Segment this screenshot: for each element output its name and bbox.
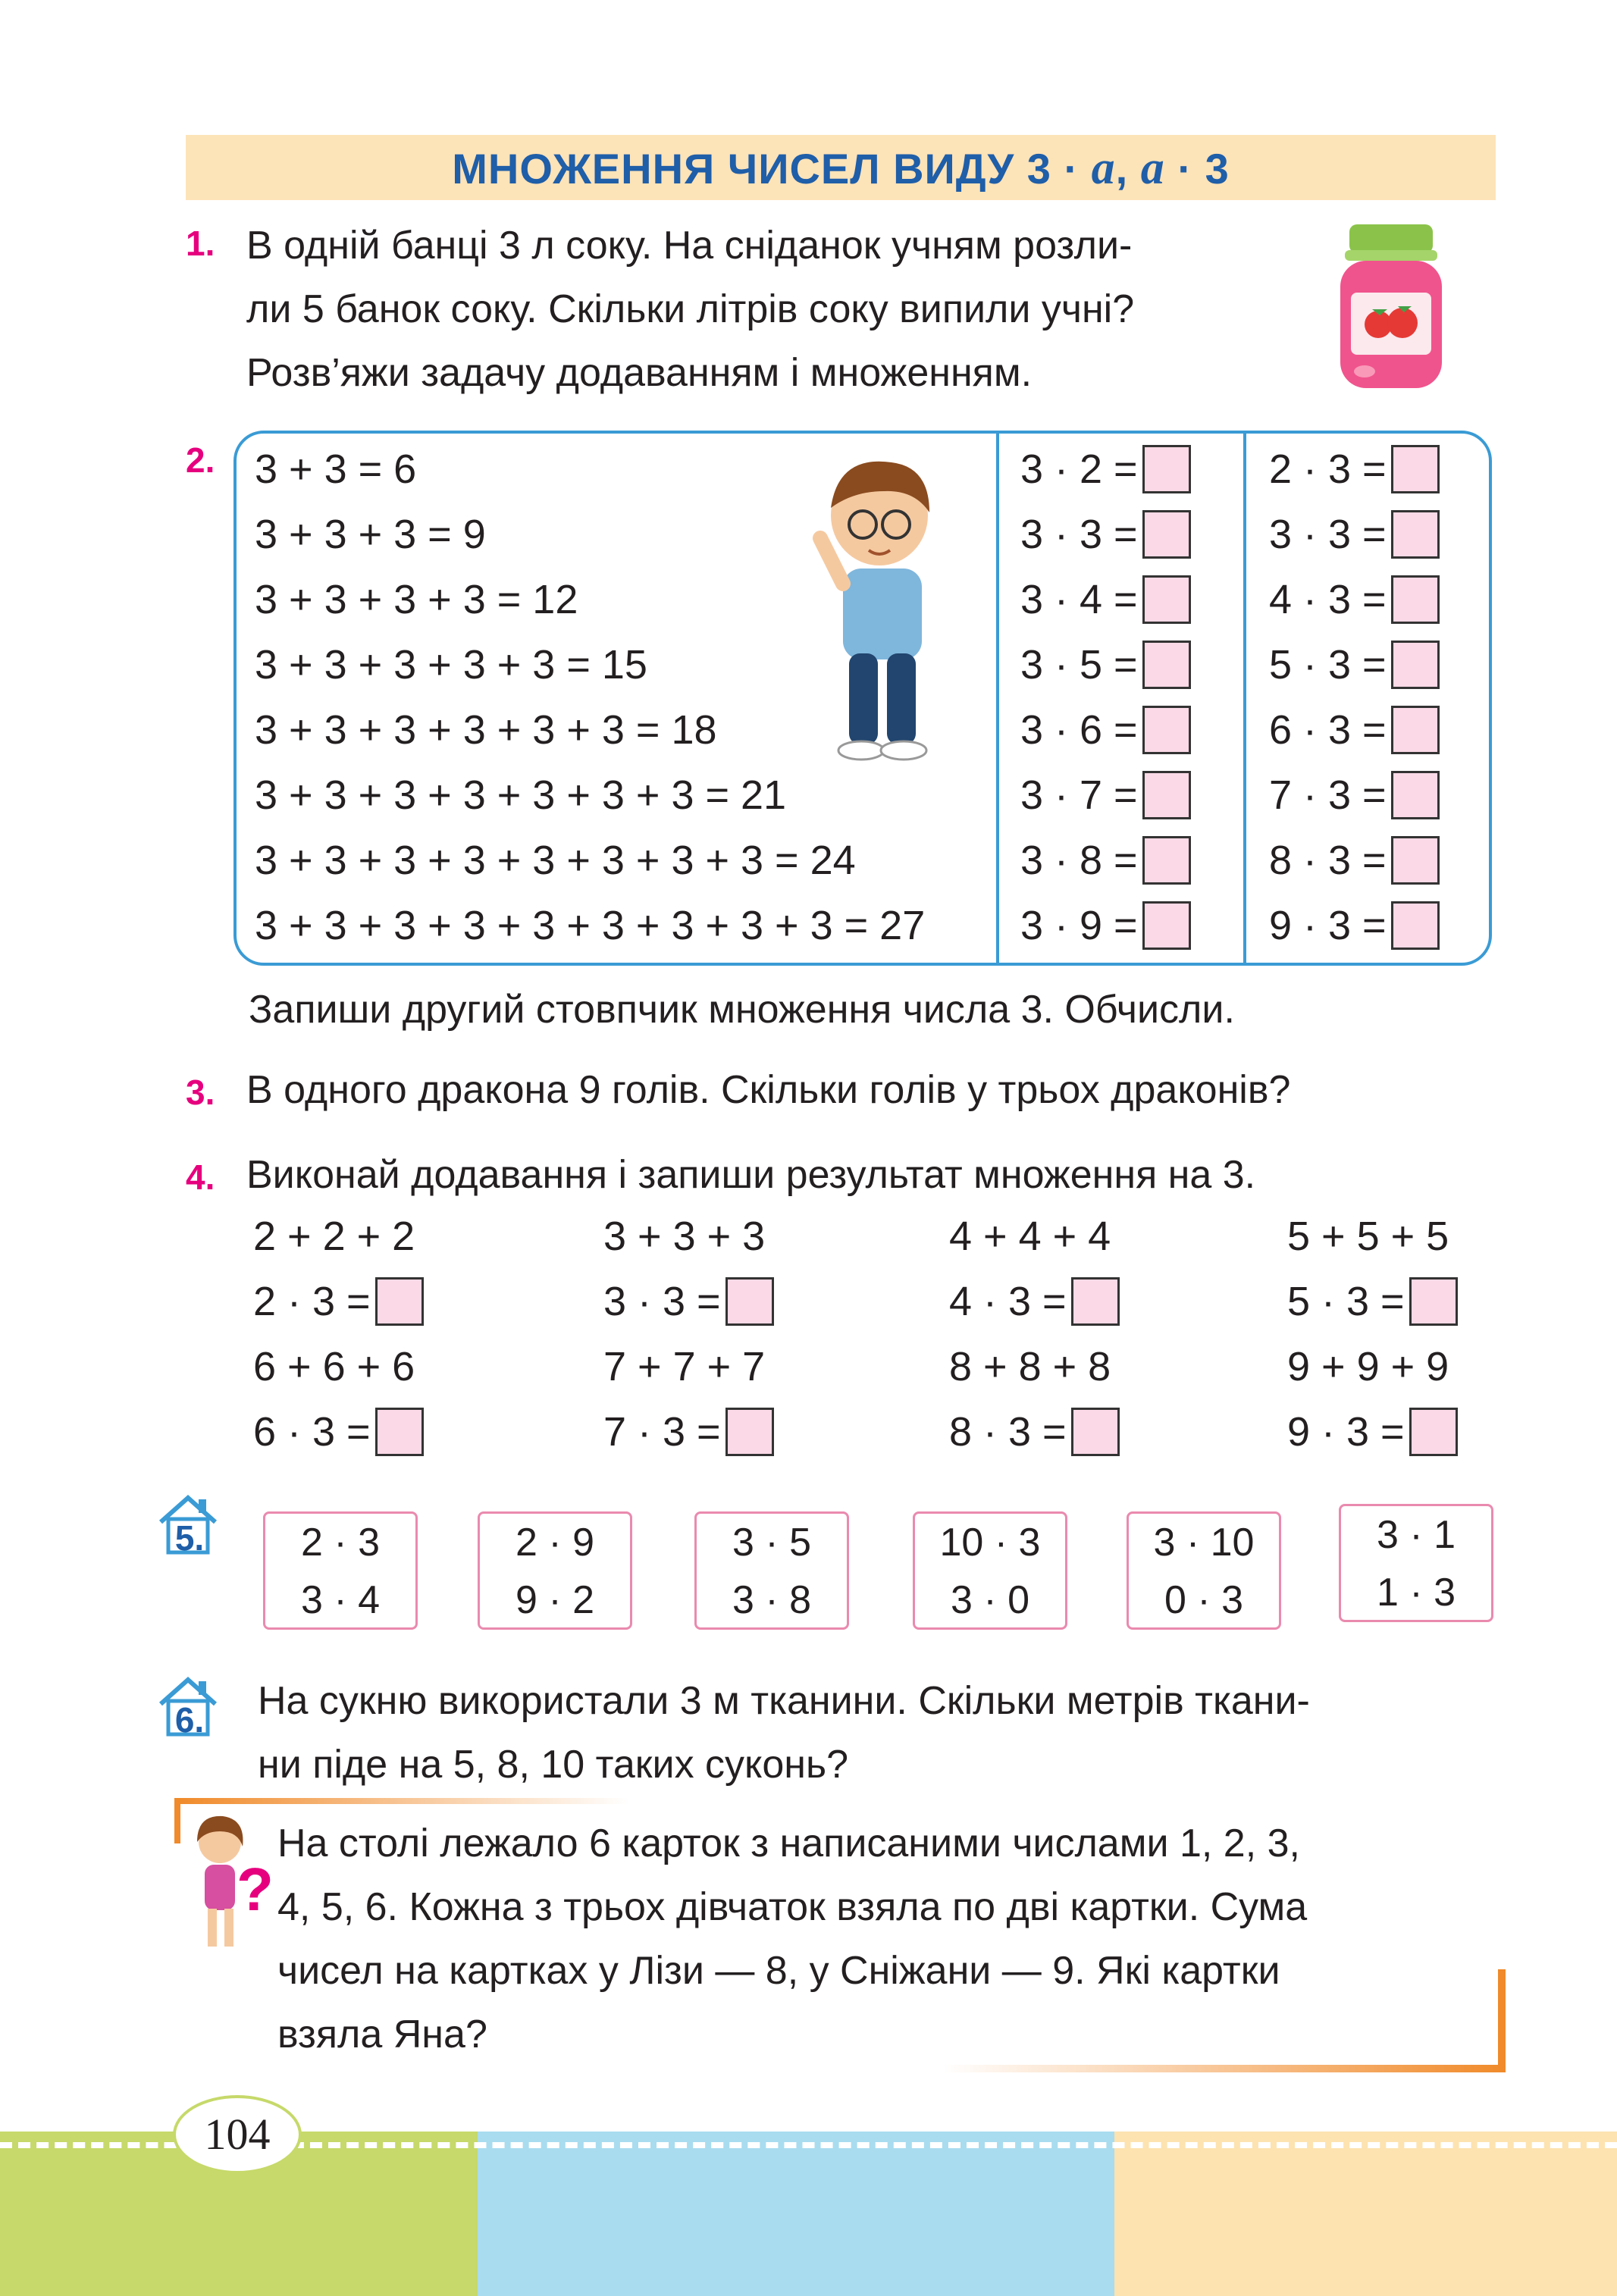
sum-row: 3 + 3 + 3 + 3 + 3 + 3 + 3 + 3 = 24: [255, 838, 856, 883]
task4-col: [949, 1204, 1120, 1464]
task4-text: Виконай додавання і запиши результат множення на 3.: [246, 1153, 1256, 1197]
answer-box[interactable]: [1071, 1277, 1120, 1326]
sum-row: 3 + 3 + 3 + 3 + 3 + 3 + 3 + 3 + 3 = 27: [255, 903, 926, 948]
mult-row: 3 · 2 =: [1020, 437, 1191, 502]
answer-box[interactable]: [1391, 641, 1440, 689]
answer-box[interactable]: [1142, 706, 1191, 754]
answer-box[interactable]: [1142, 510, 1191, 559]
mult-row: 3 · 5 =: [1020, 632, 1191, 697]
mult-row: 5 · 3 =: [1287, 1269, 1458, 1334]
sum-row: 3 + 3 + 3 + 3 = 12: [255, 577, 578, 622]
girl-question-icon: [182, 1812, 274, 1963]
task6-text: [258, 1669, 1310, 1796]
mult-column-2: [1269, 437, 1440, 958]
answer-box[interactable]: [725, 1277, 774, 1326]
footer-strip-peach: [1114, 2132, 1617, 2296]
puzzle-text: [277, 1812, 1307, 2066]
mult-row: 3 · 3 =: [1269, 502, 1440, 567]
answer-box[interactable]: [1409, 1408, 1458, 1456]
task6-number: 6.: [174, 1700, 205, 1740]
answer-box[interactable]: [375, 1277, 424, 1326]
mult-row: 3 · 6 =: [1020, 697, 1191, 763]
answer-box[interactable]: [1142, 575, 1191, 624]
sum-expr: 8 + 8 + 8: [949, 1344, 1111, 1389]
mult-row: 8 · 3 =: [1269, 828, 1440, 893]
mult-row: 7 · 3 =: [603, 1399, 774, 1464]
expression-pair-card: 3 · 10 0 · 3: [1127, 1511, 1281, 1630]
expression-pair-card: 2 · 3 3 · 4: [263, 1511, 418, 1630]
task1-text: [246, 214, 1134, 405]
answer-box[interactable]: [1391, 575, 1440, 624]
task3-number: 3.: [186, 1073, 215, 1112]
mult-row: 3 · 8 =: [1020, 828, 1191, 893]
page-title: МНОЖЕННЯ ЧИСЕЛ ВИДУ 3 · a, a · 3: [452, 143, 1230, 194]
sum-row: 3 + 3 + 3 + 3 + 3 + 3 = 18: [255, 707, 717, 753]
task1-line: Розв’яжи задачу додаванням і множенням.: [246, 351, 1033, 395]
mult-row: 5 · 3 =: [1269, 632, 1440, 697]
answer-box[interactable]: [375, 1408, 424, 1456]
mult-row: 9 · 3 =: [1287, 1399, 1458, 1464]
task4-col: [1287, 1204, 1458, 1464]
mult-row: 4 · 3 =: [949, 1269, 1120, 1334]
mult-row: 9 · 3 =: [1269, 893, 1440, 958]
task1-line: ли 5 банок соку. Скільки літрів соку випили учні?: [246, 287, 1135, 331]
task4-col: [603, 1204, 774, 1464]
sum-row: 3 + 3 = 6: [255, 446, 417, 492]
puzzle-line: На столі лежало 6 карток з написаними числами 1, 2, 3,: [277, 1821, 1300, 1865]
task4-col: [253, 1204, 424, 1464]
expression-pair-card: 3 · 1 1 · 3: [1339, 1504, 1493, 1622]
svg-text:?: ?: [237, 1856, 274, 1923]
puzzle-line: 4, 5, 6. Кожна з трьох дівчаток взяла по дві картки. Сума: [277, 1885, 1308, 1929]
mult-row: 3 · 9 =: [1020, 893, 1191, 958]
sum-row: 3 + 3 + 3 + 3 + 3 + 3 + 3 = 21: [255, 772, 787, 818]
sum-expr: 3 + 3 + 3: [603, 1214, 766, 1259]
task1-number: 1.: [186, 224, 215, 263]
sum-expr: 9 + 9 + 9: [1287, 1344, 1449, 1389]
answer-box[interactable]: [1391, 901, 1440, 950]
divider: [996, 431, 999, 966]
puzzle-line: чисел на картках у Лізи — 8, у Сніжани — 9. Які картки: [277, 1949, 1280, 1993]
answer-box[interactable]: [725, 1408, 774, 1456]
sum-row: 3 + 3 + 3 + 3 + 3 = 15: [255, 642, 647, 688]
divider: [1243, 431, 1246, 966]
mult-row: 6 · 3 =: [1269, 697, 1440, 763]
expression-pair-card: 3 · 5 3 · 8: [694, 1511, 849, 1630]
jam-jar-icon: [1334, 220, 1448, 394]
footer-strip-blue: [478, 2132, 1114, 2296]
answer-box[interactable]: [1142, 641, 1191, 689]
expression-pair-card: 2 · 9 9 · 2: [478, 1511, 632, 1630]
answer-box[interactable]: [1142, 836, 1191, 885]
answer-box[interactable]: [1071, 1408, 1120, 1456]
answer-box[interactable]: [1142, 445, 1191, 493]
mult-row: 4 · 3 =: [1269, 567, 1440, 632]
task2-instruction: Запиши другий стовпчик множення числа 3. Обчисли.: [249, 988, 1235, 1032]
boy-illustration: [804, 455, 963, 773]
answer-box[interactable]: [1391, 445, 1440, 493]
mult-row: 3 · 7 =: [1020, 763, 1191, 828]
task1-line: В одній банці 3 л соку. На сніданок учням розли-: [246, 224, 1133, 268]
answer-box[interactable]: [1391, 706, 1440, 754]
mult-column-1: [1020, 437, 1191, 958]
mult-row: 6 · 3 =: [253, 1399, 424, 1464]
mult-row: 2 · 3 =: [1269, 437, 1440, 502]
sum-expr: 5 + 5 + 5: [1287, 1214, 1449, 1259]
page-number: 104: [173, 2095, 302, 2174]
mult-row: 3 · 3 =: [603, 1269, 774, 1334]
sum-expr: 6 + 6 + 6: [253, 1344, 415, 1389]
answer-box[interactable]: [1142, 901, 1191, 950]
sum-row: 3 + 3 + 3 = 9: [255, 512, 486, 557]
task3-text: В одного дракона 9 голів. Скільки голів у трьох драконів?: [246, 1068, 1291, 1112]
answer-box[interactable]: [1409, 1277, 1458, 1326]
task4-number: 4.: [186, 1157, 215, 1197]
answer-box[interactable]: [1142, 771, 1191, 819]
sum-expr: 7 + 7 + 7: [603, 1344, 766, 1389]
sum-expr: 4 + 4 + 4: [949, 1214, 1111, 1259]
answer-box[interactable]: [1391, 510, 1440, 559]
puzzle-line: взяла Яна?: [277, 2013, 487, 2056]
mult-row: 3 · 4 =: [1020, 567, 1191, 632]
mult-row: 2 · 3 =: [253, 1269, 424, 1334]
mult-row: 7 · 3 =: [1269, 763, 1440, 828]
mult-row: 8 · 3 =: [949, 1399, 1120, 1464]
expression-pair-card: 10 · 3 3 · 0: [913, 1511, 1067, 1630]
answer-box[interactable]: [1391, 836, 1440, 885]
mult-row: 3 · 3 =: [1020, 502, 1191, 567]
answer-box[interactable]: [1391, 771, 1440, 819]
task5-number: 5.: [174, 1518, 205, 1558]
task6-line: На сукню використали 3 м тканини. Скільки метрів ткани-: [258, 1679, 1310, 1723]
task2-number: 2.: [186, 440, 215, 480]
sum-expr: 2 + 2 + 2: [253, 1214, 415, 1259]
task6-line: ни піде на 5, 8, 10 таких суконь?: [258, 1743, 849, 1787]
